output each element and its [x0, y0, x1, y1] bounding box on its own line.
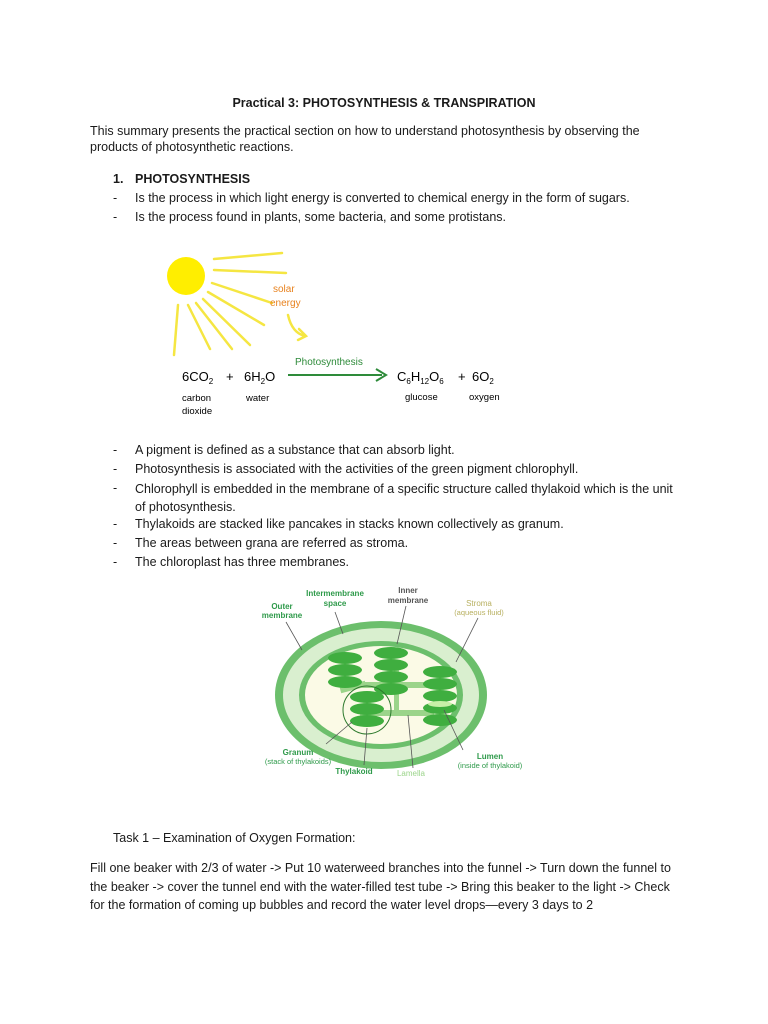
label-granum-2: (stack of thylakoids) — [264, 757, 332, 766]
granum-left — [328, 652, 362, 688]
label-water: water — [246, 393, 270, 404]
label-carbon: carbon — [182, 393, 212, 404]
label-inner-membrane-1: Inner — [398, 586, 418, 595]
arrow-label-photosynthesis: Photosynthesis — [295, 357, 363, 368]
thylakoid — [328, 664, 362, 676]
bullet-marker: - — [113, 517, 118, 531]
page-title: Practical 3: PHOTOSYNTHESIS & TRANSPIRATION — [232, 96, 536, 110]
lumen-highlight — [428, 701, 452, 707]
equation-plus-2: + — [458, 369, 466, 384]
label-oxygen: oxygen — [469, 392, 500, 403]
label-stroma-2: (aqueous fluid) — [454, 608, 504, 617]
photosynthesis-equation-figure — [160, 245, 540, 425]
thylakoid — [328, 652, 362, 664]
bullet-marker: - — [113, 555, 118, 569]
equation-h2o: $6H_2O$ — [244, 369, 276, 386]
label-lamella: Lamella — [396, 769, 426, 778]
label-outer-membrane-2: membrane — [261, 611, 303, 620]
bullet-marker: - — [113, 536, 118, 550]
label-lumen-1: Lumen — [476, 752, 504, 761]
equation-co2: $6CO_2$ — [182, 369, 214, 386]
equation-plus: + — [226, 369, 234, 384]
bullet-text: Photosynthesis is associated with the activities of the green pigment chlorophyll. — [135, 462, 579, 476]
bullet-text: A pigment is defined as a substance that can absorb light. — [135, 443, 455, 457]
bullet-marker: - — [113, 443, 118, 457]
thylakoid — [350, 691, 384, 703]
bullet-text: Is the process in which light energy is converted to chemical energy in the form of sugars. — [135, 191, 630, 205]
chloroplast-diagram — [250, 582, 540, 782]
bullet-marker: - — [113, 191, 118, 205]
bullet-marker: - — [113, 462, 118, 476]
bullet-text: Thylakoids are stacked like pancakes in stacks known collectively as granum. — [135, 517, 564, 531]
task1-body: Fill one beaker with 2/3 of water -> Put 10 waterweed branches into the funnel -> Turn down the funnel to the beaker -> cover the tunnel end with the water-filled test tube -> Bring this beaker to the light -> Check for the formation of coming up bubbles and record the water level drops—every 3 days to 2 — [90, 861, 671, 912]
thylakoid — [374, 647, 408, 659]
intro-paragraph: This summary presents the practical section on how to understand photosynthesis by observing the products of photosynthetic reactions. — [90, 124, 640, 154]
thylakoid — [374, 671, 408, 683]
equation-o2: $6O_2$ — [472, 369, 494, 386]
thylakoid — [374, 659, 408, 671]
bullet-text: The chloroplast has three membranes. — [135, 555, 349, 569]
sun-icon — [167, 257, 205, 295]
solar-energy-label-line2: energy — [270, 298, 301, 309]
thylakoid — [328, 676, 362, 688]
granum-lower-left — [350, 691, 384, 727]
thylakoid — [423, 666, 457, 678]
thylakoid — [350, 715, 384, 727]
label-lumen-2: (inside of thylakoid) — [457, 761, 523, 770]
label-granum-1: Granum — [282, 748, 314, 757]
label-thylakoid: Thylakoid — [335, 767, 373, 776]
thylakoid — [423, 690, 457, 702]
task1-heading: Task 1 – Examination of Oxygen Formation: — [113, 831, 356, 845]
equation-glucose: $C_6H_{12}O_6$ — [397, 369, 444, 386]
label-inner-membrane-2: membrane — [387, 596, 429, 605]
label-glucose: glucose — [405, 392, 438, 403]
thylakoid — [350, 703, 384, 715]
granum-right — [423, 666, 457, 726]
bullet-text: Chlorophyll is embedded in the membrane of a specific structure called thylakoid which is the unit of photosynthesis. — [135, 482, 673, 514]
label-intermembrane-1: Intermembrane — [306, 589, 364, 598]
solar-energy-label-line1: solar — [273, 284, 295, 295]
label-outer-membrane-1: Outer — [271, 602, 293, 611]
bullet-text: The areas between grana are referred as stroma. — [135, 536, 409, 550]
section-number: 1. — [113, 172, 124, 186]
bullet-marker: - — [113, 210, 118, 224]
label-dioxide: dioxide — [182, 406, 213, 417]
bullet-marker: - — [113, 481, 118, 495]
label-stroma-1: Stroma — [466, 599, 492, 608]
solar-energy-arrow-icon — [288, 315, 306, 340]
thylakoid — [423, 714, 457, 726]
section-heading: PHOTOSYNTHESIS — [135, 172, 251, 186]
bullet-text: Is the process found in plants, some bacteria, and some protistans. — [135, 210, 507, 224]
label-intermembrane-2: space — [323, 599, 347, 608]
thylakoid — [423, 678, 457, 690]
